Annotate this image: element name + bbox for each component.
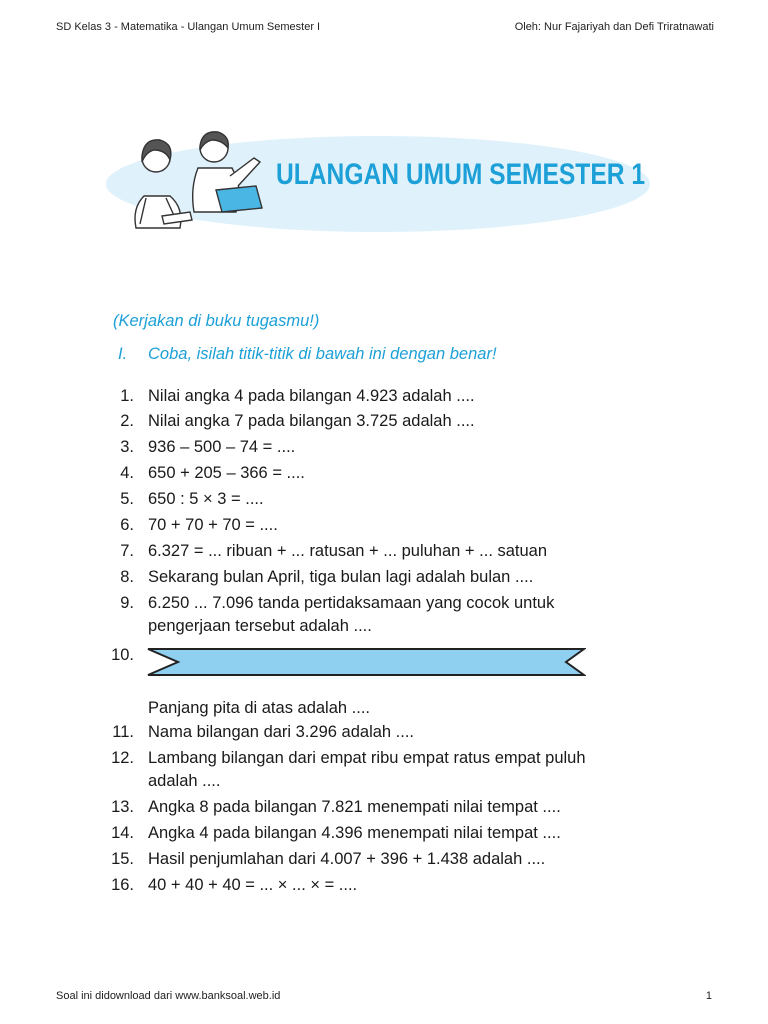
page-header-left: SD Kelas 3 - Matematika - Ulangan Umum Semester I [56, 21, 321, 33]
question-number: 4. [120, 464, 134, 482]
instruction-note: (Kerjakan di buku tugasmu!) [113, 312, 320, 330]
question-number: 10. [111, 646, 134, 664]
question-text: 6.327 = ... ribuan + ... ratusan + ... puluhan + ... satuan [148, 542, 548, 560]
question-number: 9. [120, 594, 134, 612]
question-number: 3. [120, 438, 134, 456]
question-number: 7. [120, 542, 134, 560]
question-text: Nilai angka 7 pada bilangan 3.725 adalah .... [148, 412, 475, 430]
question-number: 16. [111, 876, 134, 894]
question-number: 14. [111, 824, 134, 842]
question-number: 15. [111, 850, 134, 868]
question-number: 13. [111, 798, 134, 816]
question-text: Nama bilangan dari 3.296 adalah .... [148, 723, 415, 741]
question-text: 936 – 500 – 74 = .... [148, 438, 296, 456]
question-text: 40 + 40 + 40 = ... × ... × = .... [148, 876, 358, 894]
page-header-right: Oleh: Nur Fajariyah dan Defi Triratnawati [514, 21, 714, 33]
question-text: Panjang pita di atas adalah .... [148, 699, 370, 717]
question-number: 12. [111, 749, 134, 767]
question-number: 1. [120, 387, 134, 405]
question-text: Lambang bilangan dari empat ribu empat ratus empat puluh [148, 749, 586, 767]
banner-title: ULANGAN UMUM SEMESTER 1 [276, 158, 646, 191]
question-text: 6.250 ... 7.096 tanda pertidaksamaan yang cocok untuk [148, 594, 555, 612]
question-number: 6. [120, 516, 134, 534]
ribbon-shape [148, 649, 584, 675]
question-text: 70 + 70 + 70 = .... [148, 516, 278, 534]
question-text: 650 : 5 × 3 = .... [148, 490, 264, 508]
question-number: 8. [120, 568, 134, 586]
question-text: Nilai angka 4 pada bilangan 4.923 adalah .... [148, 387, 475, 405]
question-text: pengerjaan tersebut adalah .... [148, 617, 372, 635]
question-number: 11. [112, 723, 134, 741]
question-number: 2. [120, 412, 134, 430]
question-text: Sekarang bulan April, tiga bulan lagi adalah bulan .... [148, 568, 534, 586]
question-text: Angka 4 pada bilangan 4.396 menempati nilai tempat .... [148, 824, 561, 842]
question-text: 650 + 205 – 366 = .... [148, 464, 305, 482]
ribbon-image [146, 645, 586, 679]
section-instruction: Coba, isilah titik-titik di bawah ini dengan benar! [148, 345, 497, 363]
question-number: 5. [120, 490, 134, 508]
page-footer-source: Soal ini didownload dari www.banksoal.web.id [56, 990, 281, 1002]
question-text: adalah .... [148, 772, 221, 790]
question-text: Hasil penjumlahan dari 4.007 + 396 + 1.438 adalah .... [148, 850, 546, 868]
question-text: Angka 8 pada bilangan 7.821 menempati nilai tempat .... [148, 798, 561, 816]
page-number: 1 [705, 990, 712, 1002]
section-number: I. [118, 345, 128, 363]
